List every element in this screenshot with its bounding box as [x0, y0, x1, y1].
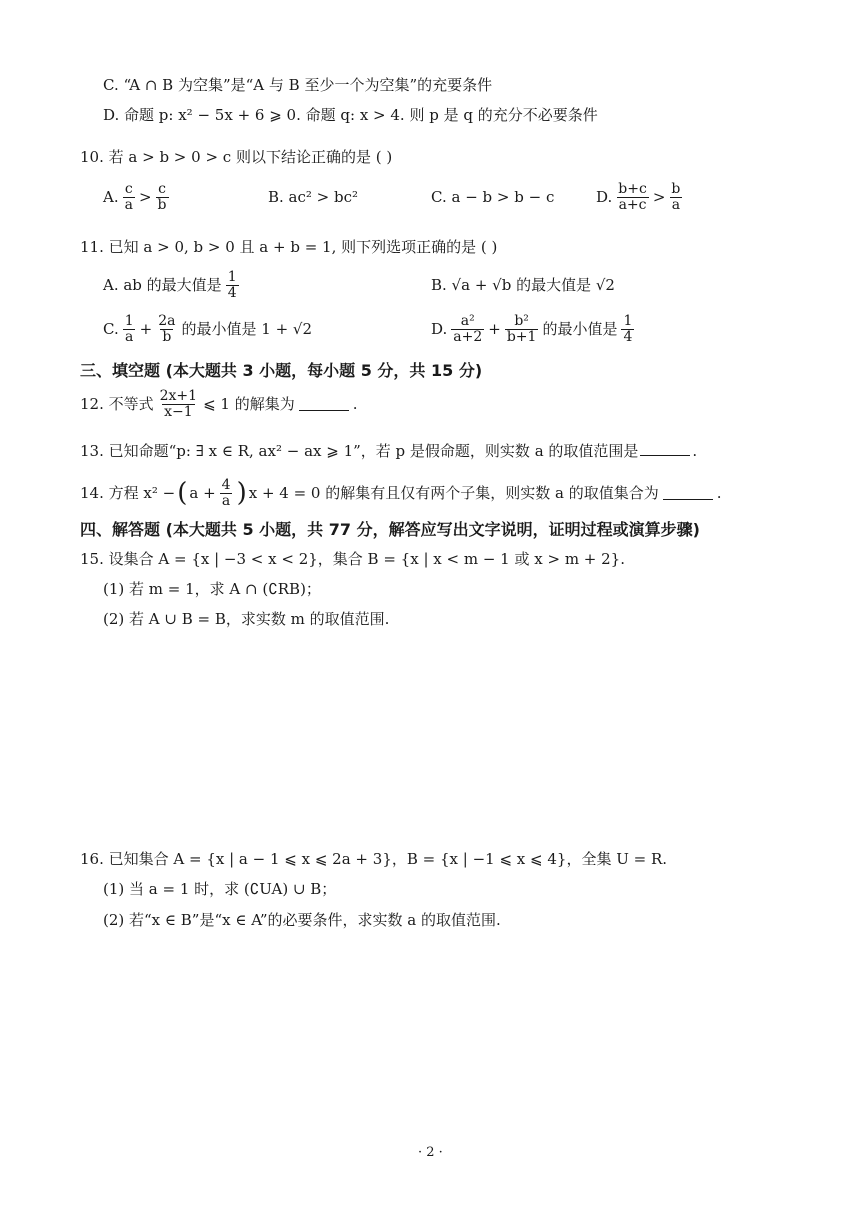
q11-option-a-text: A. ab 的最大值是 — [103, 275, 222, 294]
q11-option-c — [103, 314, 312, 344]
q10-option-a — [103, 182, 171, 212]
fraction-one-quarter: 1 4 — [227, 269, 237, 301]
a-plus: a + — [189, 483, 216, 502]
period: . — [692, 442, 698, 460]
q14 — [80, 478, 722, 508]
period: . — [352, 394, 358, 413]
fraction-4-a: $\frac{4}{a}$ — [221, 477, 231, 509]
q16-part-2: (2) 若“x ∈ B”是“x ∈ A”的必要条件，求实数 a 的取值范围. — [103, 911, 501, 929]
section-3-heading: 三、填空题 (本大题共 3 小题，每小题 5 分，共 15 分) — [80, 361, 483, 380]
fraction-c-b: c b — [157, 181, 167, 213]
q12-fraction: 2x+1 x−1 — [159, 388, 198, 420]
q10-stem: 10. 若 a > b > 0 > c 则以下结论正确的是 ( ) — [80, 148, 393, 166]
fraction-one-quarter: 1 4 — [623, 313, 633, 345]
fraction-b2: $\frac{\text{b²}}{b+1}$ — [506, 313, 537, 345]
fraction-bc-ac: b+c a+c — [618, 181, 647, 213]
q9-option-d: D. 命题 p: x² − 5x + 6 ⩾ 0. 命题 q: x > 4. 则 p 是 q 的充分不必要条件 — [103, 106, 598, 124]
q11-option-d-text: 的最小值是 — [542, 319, 618, 338]
q16-stem: 16. 已知集合 A = {x | a − 1 ⩽ x ⩽ 2a + 3}，B = {x | −1 ⩽ x ⩽ 4}，全集 U = R. — [80, 850, 668, 868]
gt-sign: > — [652, 187, 666, 206]
fraction-c-a: c a — [124, 181, 133, 213]
q10-option-a-label: A. — [103, 187, 119, 206]
q12-text: 12. 不等式 — [80, 394, 154, 413]
q15-part-2: (2) 若 A ∪ B = B，求实数 m 的取值范围. — [103, 610, 390, 628]
fraction-a2: a² a+2 — [453, 313, 483, 345]
q16-part-1: (1) 当 a = 1 时，求 (∁UA) ∪ B； — [103, 880, 337, 898]
q10-option-b: B. ac² > bc² — [268, 188, 359, 206]
q13-text: 13. 已知命题“p: ∃ x ∈ R, ax² − ax ⩾ 1”，若 p 是假命题，则实数 a 的取值范围是 — [80, 442, 639, 460]
q10-option-c: C. a − b > b − c — [431, 188, 555, 206]
gt-sign: > — [138, 187, 152, 206]
q11-option-d-label: D. — [431, 319, 448, 338]
q10-option-d-label: D. — [596, 187, 613, 206]
q15-stem: 15. 设集合 A = {x | −3 < x < 2}，集合 B = {x | x < m − 1 或 x > m + 2}. — [80, 550, 625, 568]
fraction-b-a: b a — [671, 181, 681, 213]
q11-option-a — [103, 270, 241, 300]
q10-option-d — [596, 182, 684, 212]
q15-part-1: (1) 若 m = 1，求 A ∩ (∁RB)； — [103, 580, 321, 598]
fraction-2a-b: $\frac{2a}{b}$ — [158, 313, 176, 345]
section-4-heading: 四、解答题 (本大题共 5 小题，共 77 分，解答应写出文字说明，证明过程或演算步骤) — [80, 520, 700, 539]
answer-blank[interactable] — [663, 487, 713, 500]
period: . — [716, 483, 722, 502]
plus-sign: + — [488, 319, 501, 338]
answer-blank[interactable] — [299, 398, 349, 411]
right-paren: ) — [236, 477, 247, 508]
left-paren: ( — [177, 477, 188, 508]
q11-option-c-label: C. — [103, 319, 119, 338]
fraction-one-a: 1 a — [124, 313, 134, 345]
plus-sign: + — [139, 319, 153, 338]
q9-option-c: C. “A ∩ B 为空集”是“A 与 B 至少一个为空集”的充要条件 — [103, 76, 493, 94]
q11-stem: 11. 已知 a > 0, b > 0 且 a + b = 1, 则下列选项正确的是 ( ) — [80, 238, 498, 256]
q11-option-b: B. √a + √b 的最大值是 √2 — [431, 276, 615, 294]
q11-option-c-text: 的最小值是 1 + √2 — [181, 319, 313, 338]
q14-text-2: x + 4 = 0 的解集有且仅有两个子集，则实数 a 的取值集合为 — [248, 483, 659, 502]
q14-text: 14. 方程 x² − — [80, 483, 176, 502]
page-number: · 2 · — [418, 1145, 443, 1160]
q12-text-2: ⩽ 1 的解集为 — [203, 394, 295, 413]
q12 — [80, 389, 358, 419]
answer-blank[interactable] — [640, 443, 690, 456]
q13 — [80, 443, 697, 459]
q11-option-d — [431, 314, 636, 344]
